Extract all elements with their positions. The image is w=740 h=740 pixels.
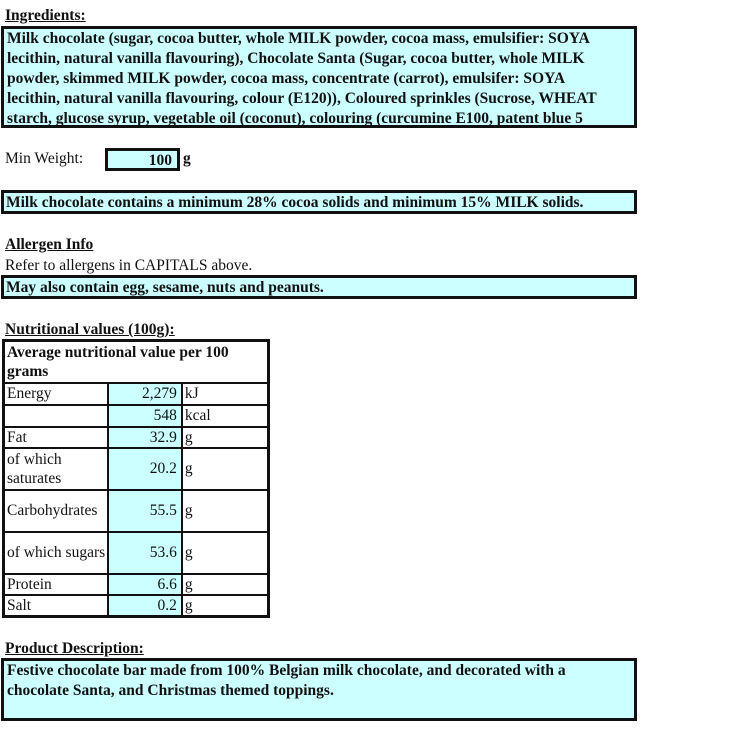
may-contain-statement: May also contain egg, sesame, nuts and peanuts. bbox=[1, 275, 637, 299]
nutrient-value: 55.5 bbox=[108, 490, 182, 532]
nutrient-label: of which saturates bbox=[4, 448, 109, 490]
nutrient-value: 548 bbox=[108, 405, 182, 427]
table-row bbox=[4, 490, 269, 532]
nutrient-value: 2,279 bbox=[108, 383, 182, 405]
product-description-text: Festive chocolate bar made from 100% Belgian milk chocolate, and decorated with a chocolate Santa, and Christmas themed toppings. bbox=[1, 658, 637, 721]
nutrient-value: 53.6 bbox=[108, 532, 182, 574]
nutrient-unit: g bbox=[182, 427, 269, 448]
nutrition-table-title: Average nutritional value per 100 grams bbox=[4, 341, 269, 383]
nutrient-value: 20.2 bbox=[108, 448, 182, 490]
nutrient-label: Protein bbox=[4, 574, 109, 595]
allergen-note: Refer to allergens in CAPITALS above. bbox=[5, 257, 253, 274]
nutrition-table bbox=[2, 339, 270, 618]
ingredients-heading: Ingredients: bbox=[5, 7, 86, 24]
nutrient-unit: g bbox=[182, 595, 269, 617]
table-row bbox=[4, 383, 269, 405]
cocoa-statement: Milk chocolate contains a minimum 28% cocoa solids and minimum 15% MILK solids. bbox=[1, 190, 637, 214]
nutrient-label: Fat bbox=[4, 427, 109, 448]
nutrient-label: of which sugars bbox=[4, 532, 109, 574]
table-row bbox=[4, 427, 269, 448]
product-description-heading: Product Description: bbox=[5, 640, 144, 657]
nutrient-label: Energy bbox=[4, 383, 109, 405]
table-row bbox=[4, 595, 269, 617]
min-weight-unit: g bbox=[183, 150, 191, 167]
nutrient-unit: g bbox=[182, 448, 269, 490]
nutrient-label: Carbohydrates bbox=[4, 490, 109, 532]
nutrient-value: 32.9 bbox=[108, 427, 182, 448]
nutrient-label bbox=[4, 405, 109, 427]
allergen-heading: Allergen Info bbox=[5, 236, 94, 253]
min-weight-label: Min Weight: bbox=[5, 150, 84, 167]
nutrient-unit: g bbox=[182, 532, 269, 574]
nutrient-unit: kcal bbox=[182, 405, 269, 427]
ingredients-text: Milk chocolate (sugar, cocoa butter, whole MILK powder, cocoa mass, emulsifier: SOYA lecithin, natural vanilla flavouring), Chocolate Santa (Sugar, cocoa butter, whole MILK powder, skimmed MILK powder, cocoa mass, concentrate (carrot), emulsifer: SOYA lecithin, natural vanilla flavouring, colour (E120)), Coloured sprinkles (Sucrose, WHEAT starch, glucose syrup, vegetable oil (coconut), colouring (curcumine E100, patent blue 5 bbox=[1, 26, 637, 128]
nutrient-label: Salt bbox=[4, 595, 109, 617]
table-row bbox=[4, 448, 269, 490]
table-row bbox=[4, 532, 269, 574]
nutrient-value: 0.2 bbox=[108, 595, 182, 617]
nutrition-heading: Nutritional values (100g): bbox=[5, 321, 175, 338]
nutrient-value: 6.6 bbox=[108, 574, 182, 595]
nutrient-unit: g bbox=[182, 490, 269, 532]
min-weight-value: 100 bbox=[105, 148, 180, 171]
table-row bbox=[4, 574, 269, 595]
nutrient-unit: g bbox=[182, 574, 269, 595]
table-row bbox=[4, 405, 269, 427]
nutrient-unit: kJ bbox=[182, 383, 269, 405]
